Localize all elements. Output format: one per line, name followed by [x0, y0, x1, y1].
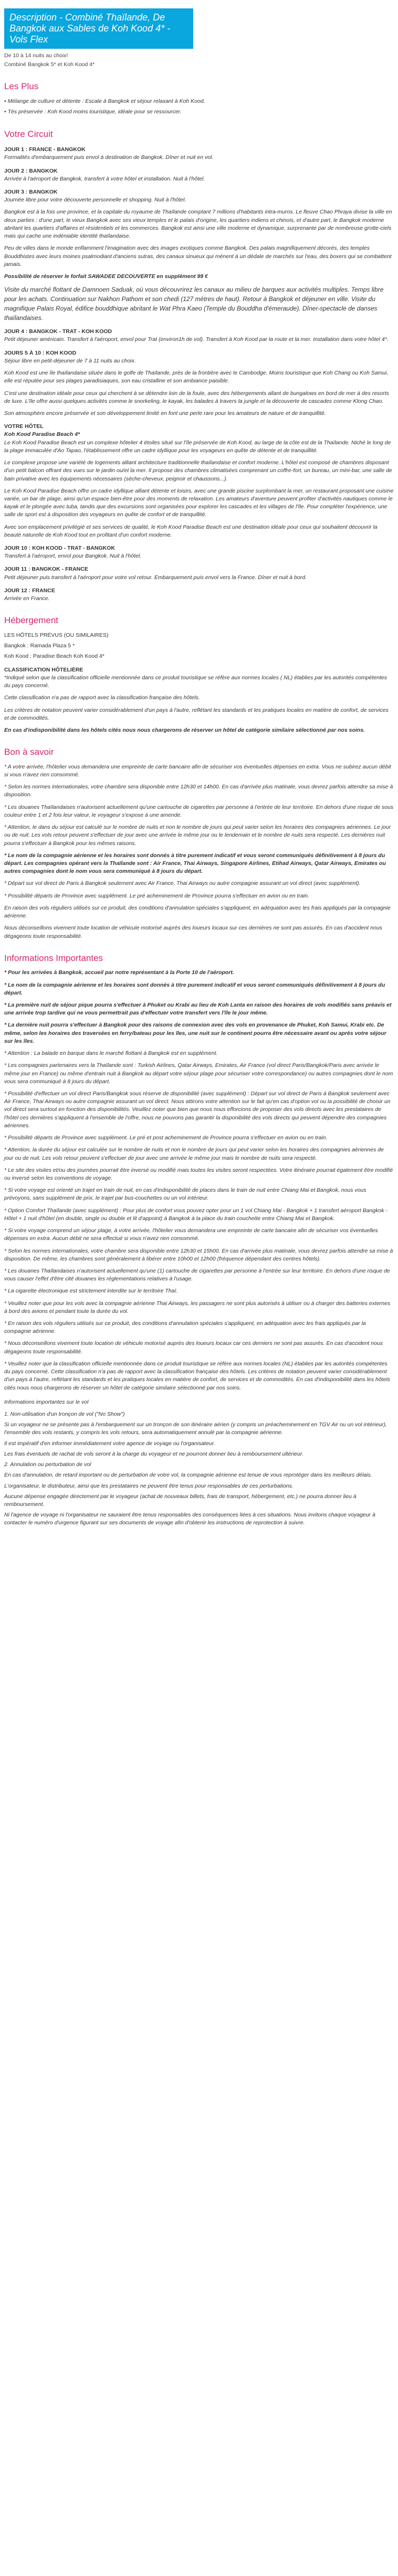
flight-info-item: Il est impératif d'en informer immédiatement votre agence de voyage ou l'organisateur.: [4, 1440, 215, 1447]
flight-info-item: Les frais éventuels de rachat de vols seront à la charge du voyageur et ne pourront donner lieu à remboursement ultérieur.: [4, 1450, 303, 1457]
day12-text: Arrivée en France.: [4, 595, 50, 602]
day4-text: Petit déjeuner américain. Transfert à l'aéroport, envol pour Trat (environ1h de vol). Transfert à Koh Kood par la route et la mer. Installation dans votre hôtel 4*.: [4, 336, 389, 343]
bangkok-paragraph: Peu de villes dans le monde enflamment l'imagination avec des images exotiques comme Bangkok. Des palais magnifiquement décorés, des temples Bouddhistes avec leurs moines psalmodiant d'anciens sutras, des canaux sinueux qui mènent à un dédale de marchés sur l'eau, des boxers qui se combattent jamais.: [4, 245, 392, 268]
day12-title: JOUR 12 : FRANCE: [4, 587, 55, 594]
bonasavoir-item: En raison des vols réguliers utilisés sur ce produit, des conditions d'annulation spéciales s'appliquent, en adéquation avec les frais appliqués par la compagnie aérienne.: [4, 904, 391, 920]
day3-title: JOUR 3 : BANGKOK: [4, 189, 58, 196]
hotel-kohkood: Koh Kood : Paradise Beach Koh Kood 4*: [4, 653, 104, 660]
day1-title: JOUR 1 : FRANCE - BANGKOK: [4, 146, 86, 153]
bonasavoir-item: Nous déconseillons vivement toute location de véhicule motorisé auprès des loueurs locaux sur ces dernières ne sont pas assurés. En cas d'accident nous dégageons toute responsabilité.: [4, 925, 382, 939]
infos-item: * Pour les arrivées à Bangkok, accueil par notre représentant à la Porte 10 de l'aéroport.: [4, 969, 234, 976]
duration-text: De 10 à 14 nuits au choix!: [4, 52, 68, 59]
infos-item: * Possibilité d'effectuer un vol direct Paris/Bangkok sous réserve de disponibilité (avec supplément) : Départ sur vol direct de Paris à Bangkok seulement avec Air France, Thai Airways ou autre compagnie assurant un vol direct. Nous attirons votre attention sur le fait qu'en cas d'option vol ou la possibilité de choisir un vol direct sera surtout en fonction des disponibilités. Veuillez noter que bien que nous nous efforcions de proposer des vols directs avec les prestataires de l'hôtel ces dernières s'appliquent à l'ensemble de l'offre, nous ne pouvons pas garantir la disponibilité des vols directs qui peuvent dépendre des compagnies aériennes.: [4, 1091, 391, 1129]
bonasavoir-item: * Attention, le dans du séjour est calculé sur le nombre de nuits et non le nombre de jours qui peut varier selon les horaires des compagnies aériennes. Le jour ou de nuit. Les vols retour peuvent s'effectuer de jour avec une arrivée le même jour ou le lendemain et le nombre de nuits sera respecté. Les dernières nuit pourra s'effectuer à Bangkok pour les mêmes raisons.: [4, 824, 391, 847]
infos-item: * Si votre voyage comprend un séjour plage, à votre arrivée, l'hôtelier vous demandera une empreinte de carte bancaire afin de sécuriser vos éventuelles dépenses en extra. Aucun débit ne sera effectué si vous n'avez rien consommé.: [4, 1227, 378, 1242]
day2-text: Arrivée à l'aéroport de Bangkok, transfert à votre hôtel et installation. Nuit à l'hôtel.: [4, 175, 205, 182]
infos-item: * Les douanes Thaïlandaises n'autorisent actuellement qu'une (1) cartouche de cigarettes par personne à l'entrée sur leur territoire. En dehors d'une risque de vous causer l'effet d'être cité douanes les réglementations relatives à l'usage.: [4, 1267, 390, 1282]
classification-text: *Indiqué selon que la classification officielle mentionnée dans ce produit touristique se réfère aux normes locales ( NL) établies par les autorités compétentes du pays concerné.: [4, 674, 387, 689]
infos-item: * Option Comfort Thaïlande (avec supplément) : Pour plus de confort vous pouvez opter pour un 1 vol Chiang Mai - Bangkok + 1 transfert aéroport Bangkok -Hôtel + 1 nuit d'hôtel (en double, single ou double et lit d'appoint) à Bangkok à la place du train couchette entre Chiang Mai et Bangkok.: [4, 1207, 387, 1222]
day3-text: Journée libre pour votre découverte personnelle et shopping. Nuit à l'hôtel.: [4, 197, 186, 204]
infos-item: * Attention, la durée du séjour est calculée sur le nombre de nuits et non le nombre de jours qui peut varier selon les horaires des compagnies aériennes de jour ou de nuit. Les vols retour peuvent s'effectuer de jour avec une arrivée le même jour mais le nombre de nuits sera respecté.: [4, 1147, 384, 1161]
infos-list: [4, 969, 394, 1392]
sawadee-offer: Possibilité de réserver le forfait SAWADEE DECOUVERTE en supplément 99 €: [4, 273, 208, 280]
infos-item: * Attention : La balade en barque dans le marché flottant à Bangkok est en supplément.: [4, 1050, 218, 1057]
hotel-paragraph: Le complexe propose une variété de logements alliant architecture traditionnelle thaïlandaise et confort moderne. L'hôtel est composé de chambres disposant d'un petit balcon offrant des vues sur le jardin ou/et la mer. Il propose des chambres climatisées comprenant un coffre-fort, un bureau, un mini-bar, une salle de bain privative avec les équipements nécessaires (sèche-cheveux, peignoir et chaussons...).: [4, 459, 392, 482]
bonasavoir-item: * Les douanes Thaïlandaises n'autorisent actuellement qu'une cartouche de cigarettes par personne à l'entrée de leur territoire. En dehors d'une risque de sous couleur entre 1 et 2 fois leur valeur, le voyageur s'expose à une amende.: [4, 804, 394, 818]
flight-info-title: Informations importantes sur le vol: [4, 1398, 89, 1405]
infos-item: * Selon les normes internationales, votre chambre sera disponible entre 12h30 et 15h00. En cas d'arrivée plus matinale, vous devrez parfois attendre sa mise à disposition. De même, les chambres sont généralement à libérer entre 10h00 et 12h00 (fréquence dépendant des centres hôtels).: [4, 1247, 393, 1262]
infos-item: * Le nom de la compagnie aérienne et les horaires sont donnés à titre purement indicatif et vous seront communiqués définitivement à 8 jours du départ.: [4, 981, 385, 996]
day11-title: JOUR 11 : BANGKOK - FRANCE: [4, 566, 88, 573]
day10-title: JOUR 10 : KOH KOOD - TRAT - BANGKOK: [4, 545, 115, 552]
kohkood-paragraph: Son atmosphère encore préservée et son développement limité en font une perle rare pour les amateurs de nature et de tranquillité.: [4, 410, 326, 416]
plus-heading: Les Plus: [4, 81, 39, 92]
plus-item: • Tès préservée : Koh Kood moins touristique, idéale pour se ressourcer.: [4, 109, 182, 115]
infos-item: * Si votre voyage est orienté un trajet en train de nuit, en cas d'indisponibilité de places dans le train de nuit entre Chiang Mai et Bangkok, nous vous prévoyons, sans supplément de prix, le trajet par bus-couchettes ou un vol intérieur.: [4, 1187, 366, 1202]
day4-title: JOUR 4 : BANGKOK - TRAT - KOH KOOD: [4, 328, 112, 335]
sawadee-description: Visite du marché flottant de Damnoen Saduak, où vous découvrirez les canaux au milieu de barques aux activités multiples. Temps libre pour les achats. Continuation sur Nakhon Pathom et son chedi (127 mètres de haut). Retour à Bangkok et déjeuner en ville. Visite du magnifique Palais Royal, édifice bouddhique abritant le Wat Phra Kaeo (Temple du Bouddha d'émeraude). Dîner-spectacle de danses thaïlandaises.: [4, 286, 384, 322]
infos-item: * En raison des vols réguliers utilisés sur ce produit, des conditions d'annulation spéciales s'appliquent, en adéquation avec les frais appliqués par la compagnie aérienne.: [4, 1320, 366, 1335]
page-title: Description - Combiné Thaïlande, De Bangkok aux Sables de Koh Kood 4* - Vols Flex: [4, 8, 193, 49]
hotel-title: VOTRE HÔTEL: [4, 423, 44, 430]
infos-item: * Le site des visites et/ou des journées pourrait être inversé ou modifié mais toutes les visites seront respectées. Votre itinéraire pourrait également être modifié ou inversé selon les conventions de voyage.: [4, 1167, 393, 1181]
flight-info-list: [4, 1410, 394, 1527]
bonasavoir-item: * Départ sur vol direct de Paris à Bangkok seulement avec Air France, Thai Airways ou autre compagnie assurant un vol direct (avec supplément).: [4, 880, 361, 887]
classification-text: Cette classification n'a pas de rapport avec la classification française des hôtels.: [4, 694, 200, 701]
flight-info-item: Si un voyageur ne se présente pas à l'embarquement sur un tronçon de son itinéraire aérien (y compris un préacheminement en TGV Air ou un vol intérieur), l'ensemble des vols restants, y compris les vols retours, sera automatiquement annulé par la compagnie aérienne.: [4, 1421, 387, 1436]
kohkood-paragraph: C'est une destination idéale pour ceux qui cherchent à se détendre loin de la foule, avec des hébergements allant de bungalows en bord de mer à des resorts de luxe. L'île offre aussi quelques activités comme le snorkeling, le kayak, les balades à travers la jungle et la découverte de cascades comme Klong Chao.: [4, 390, 389, 404]
hotel-name: Koh Kood Paradise Beach 4*: [4, 431, 80, 438]
circuit-heading: Votre Circuit: [4, 129, 53, 139]
infos-item: * Veuillez noter que pour les vols avec la compagnie aérienne Thai Airways, les passagers ne sont plus autorisés à utiliser ou à charger des batteries externes à bord des avions et pendant toute la durée du vol.: [4, 1300, 391, 1314]
classification-title: CLASSIFICATION HÔTELIÈRE: [4, 666, 83, 673]
day11-text: Petit déjeuner puis transfert à l'aéroport pour votre vol retour. Embarquement puis envol vers la France. Dîner et nuit à bord.: [4, 574, 307, 581]
hotel-paragraph: Le Koh Kood Paradise Beach est un complexe hôtelier 4 étoiles situé sur l'île préservée de Koh Kood, au large de la côte est de la Thaïlande. Niché le long de la plage immaculée d'Ao Tapao, l'établissement offre un cadre idyllique pour les voyageurs en quête de détente et de tranquillité.: [4, 439, 391, 454]
flight-info-item: 1. Non-utilisation d'un tronçon de vol ("No Show"): [4, 1411, 125, 1418]
combo-text: Combiné Bangkok 5* et Koh Kood 4*: [4, 61, 95, 68]
bonasavoir-item: * Selon les normes internationales, votre chambre sera disponible entre 12h30 et 14h00. En cas d'arrivée plus matinale, vous devrez parfois attendre sa mise à disposition.: [4, 784, 393, 798]
bonasavoir-heading: Bon à savoir: [4, 747, 54, 757]
day5-text: Séjour libre en petit-déjeuner de 7 à 11 nuits au choix.: [4, 357, 136, 364]
hotel-paragraph: Le Koh Kood Paradise Beach offre un cadre idyllique alliant détente et loisirs, avec une grande piscine surplombant la mer, un restaurant proposant une cuisine variée, un bar de plage, ainsi qu'un espace bien-être pour des moments de relaxation. Les amateurs d'aventure peuvent profiter d'activités nautiques comme le kayak et le plongée avec tuba, tandis que des excursions sont organisées pour explorer les cascades et les villages de l'île. Pour compléter l'expérience, une salle de sport est à disposition des voyageurs en quête de confort et de tranquillité.: [4, 487, 394, 518]
infos-item: * La première nuit de séjour pique pourra s'effectuer à Phuket ou Krabi au lieu de Koh Lanta en raison des horaires de vols modifiés sans préavis et une arrivée trop tardive qui ne vous permettrait pas d'effectuer votre transfert vers l'île le jour même.: [4, 1002, 392, 1017]
flight-info-item: En cas d'annulation, de retard important ou de perturbation de votre vol, la compagnie aérienne est tenue de vous reprotéger dans les meilleurs délais.: [4, 1472, 372, 1479]
infos-item: * Possibilité départs de Province avec supplément. Le pré et post acheminement de Province pourra s'effectuer en avion ou en train.: [4, 1135, 328, 1141]
kohkood-paragraph: Koh Kood est une île thaïlandaise située dans le golfe de Thaïlande, près de la frontière avec le Cambodge. Moins touristique que Koh Chang ou Koh Samui, elle est réputée pour ses plages paradisiaques, son eau cristalline et son ambiance paisible.: [4, 370, 389, 384]
classification-note: En cas d'indisponibilité dans les hôtels cités nous nous chargerons de réserver un hôtel de catégorie similaire sélectionné par nos soins.: [4, 726, 365, 733]
classification-text: Les critères de notation peuvent varier considérablement d'un pays à l'autre, reflétant les standards et les pratiques locales en matière de confort, de services et de commodités.: [4, 707, 389, 721]
plus-list: [4, 98, 394, 116]
plus-item: • Mélange de culture et détente : Escale à Bangkok et séjour relaxant à Koh Kood.: [4, 98, 205, 105]
infos-item: * La cigarette électronique est strictement interdite sur le territoire Thaï.: [4, 1288, 178, 1295]
infos-heading: Informations Importantes: [4, 953, 103, 963]
flight-info-item: L'organisateur, le distributeur, ainsi que les prestataires ne peuvent être tenus pour responsables de ces perturbations.: [4, 1482, 294, 1489]
hotel-bangkok: Bangkok : Ramada Plaza 5 *: [4, 643, 75, 649]
day2-title: JOUR 2 : BANGKOK: [4, 167, 58, 174]
bonasavoir-list: [4, 763, 394, 940]
hebergement-heading: Hébergement: [4, 615, 59, 626]
infos-item: * Nous déconseillons vivement toute location de véhicule motorisé auprès des loueurs locaux car ces derniers ne sont pas assurés. En cas d'accident nous dégageons toute responsabilité.: [4, 1340, 383, 1355]
bonasavoir-item: * A votre arrivée, l'hôtelier vous demandera une empreinte de carte bancaire afin de sécuriser vos éventuelles dépenses en extra. Vous ne subirez aucun débit si vous n'avez rien consommé.: [4, 763, 391, 778]
day5-title: JOURS 5 À 10 : KOH KOOD: [4, 349, 77, 356]
infos-item: * Les compagnies partenaires vers la Thaïlande sont : Turkish Airlines, Qatar Airways, Emirates, Air France (vol direct Paris/Bangkok/Paris avec arrivée le même jour en France) ou même d'entrain nuit à Bangkok au départ votre séjour plage pour sécuriser votre correspondance) ou autres compagnies dont le nom vous sera communiqué à 8 jours du départ.: [4, 1062, 393, 1085]
day10-text: Transfert à l'aéroport, envol pour Bangkok. Nuit à l'hôtel.: [4, 553, 142, 560]
day1-text: Formalités d'embarquement puis envol à destination de Bangkok. Dîner et nuit en vol.: [4, 154, 214, 161]
bonasavoir-item: * Le nom de la compagnie aérienne et les horaires sont donnés à titre purement indicatif et vous seront communiqués définitivement à 8 jours du départ. Les compagnies opérant vers la Thaïlande sont : Air France, Thai Airways, Singapore Airlines, Etihad Airways, Qatar Airways, Emirates ou autres compagnies dont le nom vous sera communiqué à 8 jours du départ.: [4, 852, 386, 875]
infos-item: * Veuillez noter que la classification officielle mentionnée dans ce produit touristique se réfère aux normes locales (NL) établies par les autorités compétentes du pays concerné. Cette classification n'a pas de rapport avec la classification française des hôtels. Les critères de notation peuvent varier considérablement d'un pays à l'autre, reflétant les standards et les pratiques locales en matière de confort, de services et de commodités. En cas d'indisponibilité dans les hôtels cités nous nous chargerons de réserver un hôtel de catégorie similaire sélectionné par nos soins.: [4, 1360, 390, 1391]
flight-info-item: Aucune dépense engagée directement par le voyageur (achat de nouveaux billets, frais de transport, hébergement, etc.) ne pourra donner lieu à remboursement.: [4, 1493, 357, 1508]
hotels-subtitle: LES HÔTELS PRÉVUS (OU SIMILAIRES): [4, 632, 109, 638]
hotel-paragraph: Avec son emplacement privilégié et ses services de qualité, le Koh Kood Paradise Beach est une destination idéale pour ceux qui souhaitent découvrir la beauté naturelle de Koh Kood tout en profitant d'un confort moderne.: [4, 523, 378, 538]
infos-item: * La dernière nuit pourra s'effectuer à Bangkok pour des raisons de connexion avec des vols en provenance de Phuket, Koh Samui, Krabi etc. De même, selon les horaires des traversées en ferry/bateau pour les îles, une nuit sur le continent pourra être nécessaire avant ou après votre séjour sur les îles.: [4, 1022, 386, 1044]
flight-info-item: 2. Annulation ou perturbation de vol: [4, 1461, 91, 1468]
flight-info-item: Ni l'agence de voyage ni l'organisateur ne sauraient être tenus responsables des conséquences liées à ces situations. Nous invitons chaque voyageur à contacter le numéro d'urgence figurant sur ses documents de voyage afin d'obtenir les instructions de reprotection à suivre.: [4, 1512, 375, 1526]
bangkok-paragraph: Bangkok est à la fois une province, et la capitale du royaume de Thaïlande comptant 7 millions d'habitants intra-muros. Le fleuve Chao Phraya divise la ville en deux parties : d'une part, le vieux Bangkok avec ses vieux temples et le palais d'origine, les quartiers indiens et chinois, et d'autre part, le Bangkok moderne abritant les quartiers d'affaires et résidentiels et les commerces. Bangkok est ainsi une ville moderne et dynamique, surprenante par de nombreuse grotte-ciels mais qui cache une indéniable identité thaïlandaise.: [4, 209, 392, 240]
page: [0, 8, 398, 1527]
bonasavoir-item: * Possibilité départs de Province avec supplément. Le pré acheminement de Province pourra s'effectuer en avion ou en train.: [4, 892, 310, 899]
